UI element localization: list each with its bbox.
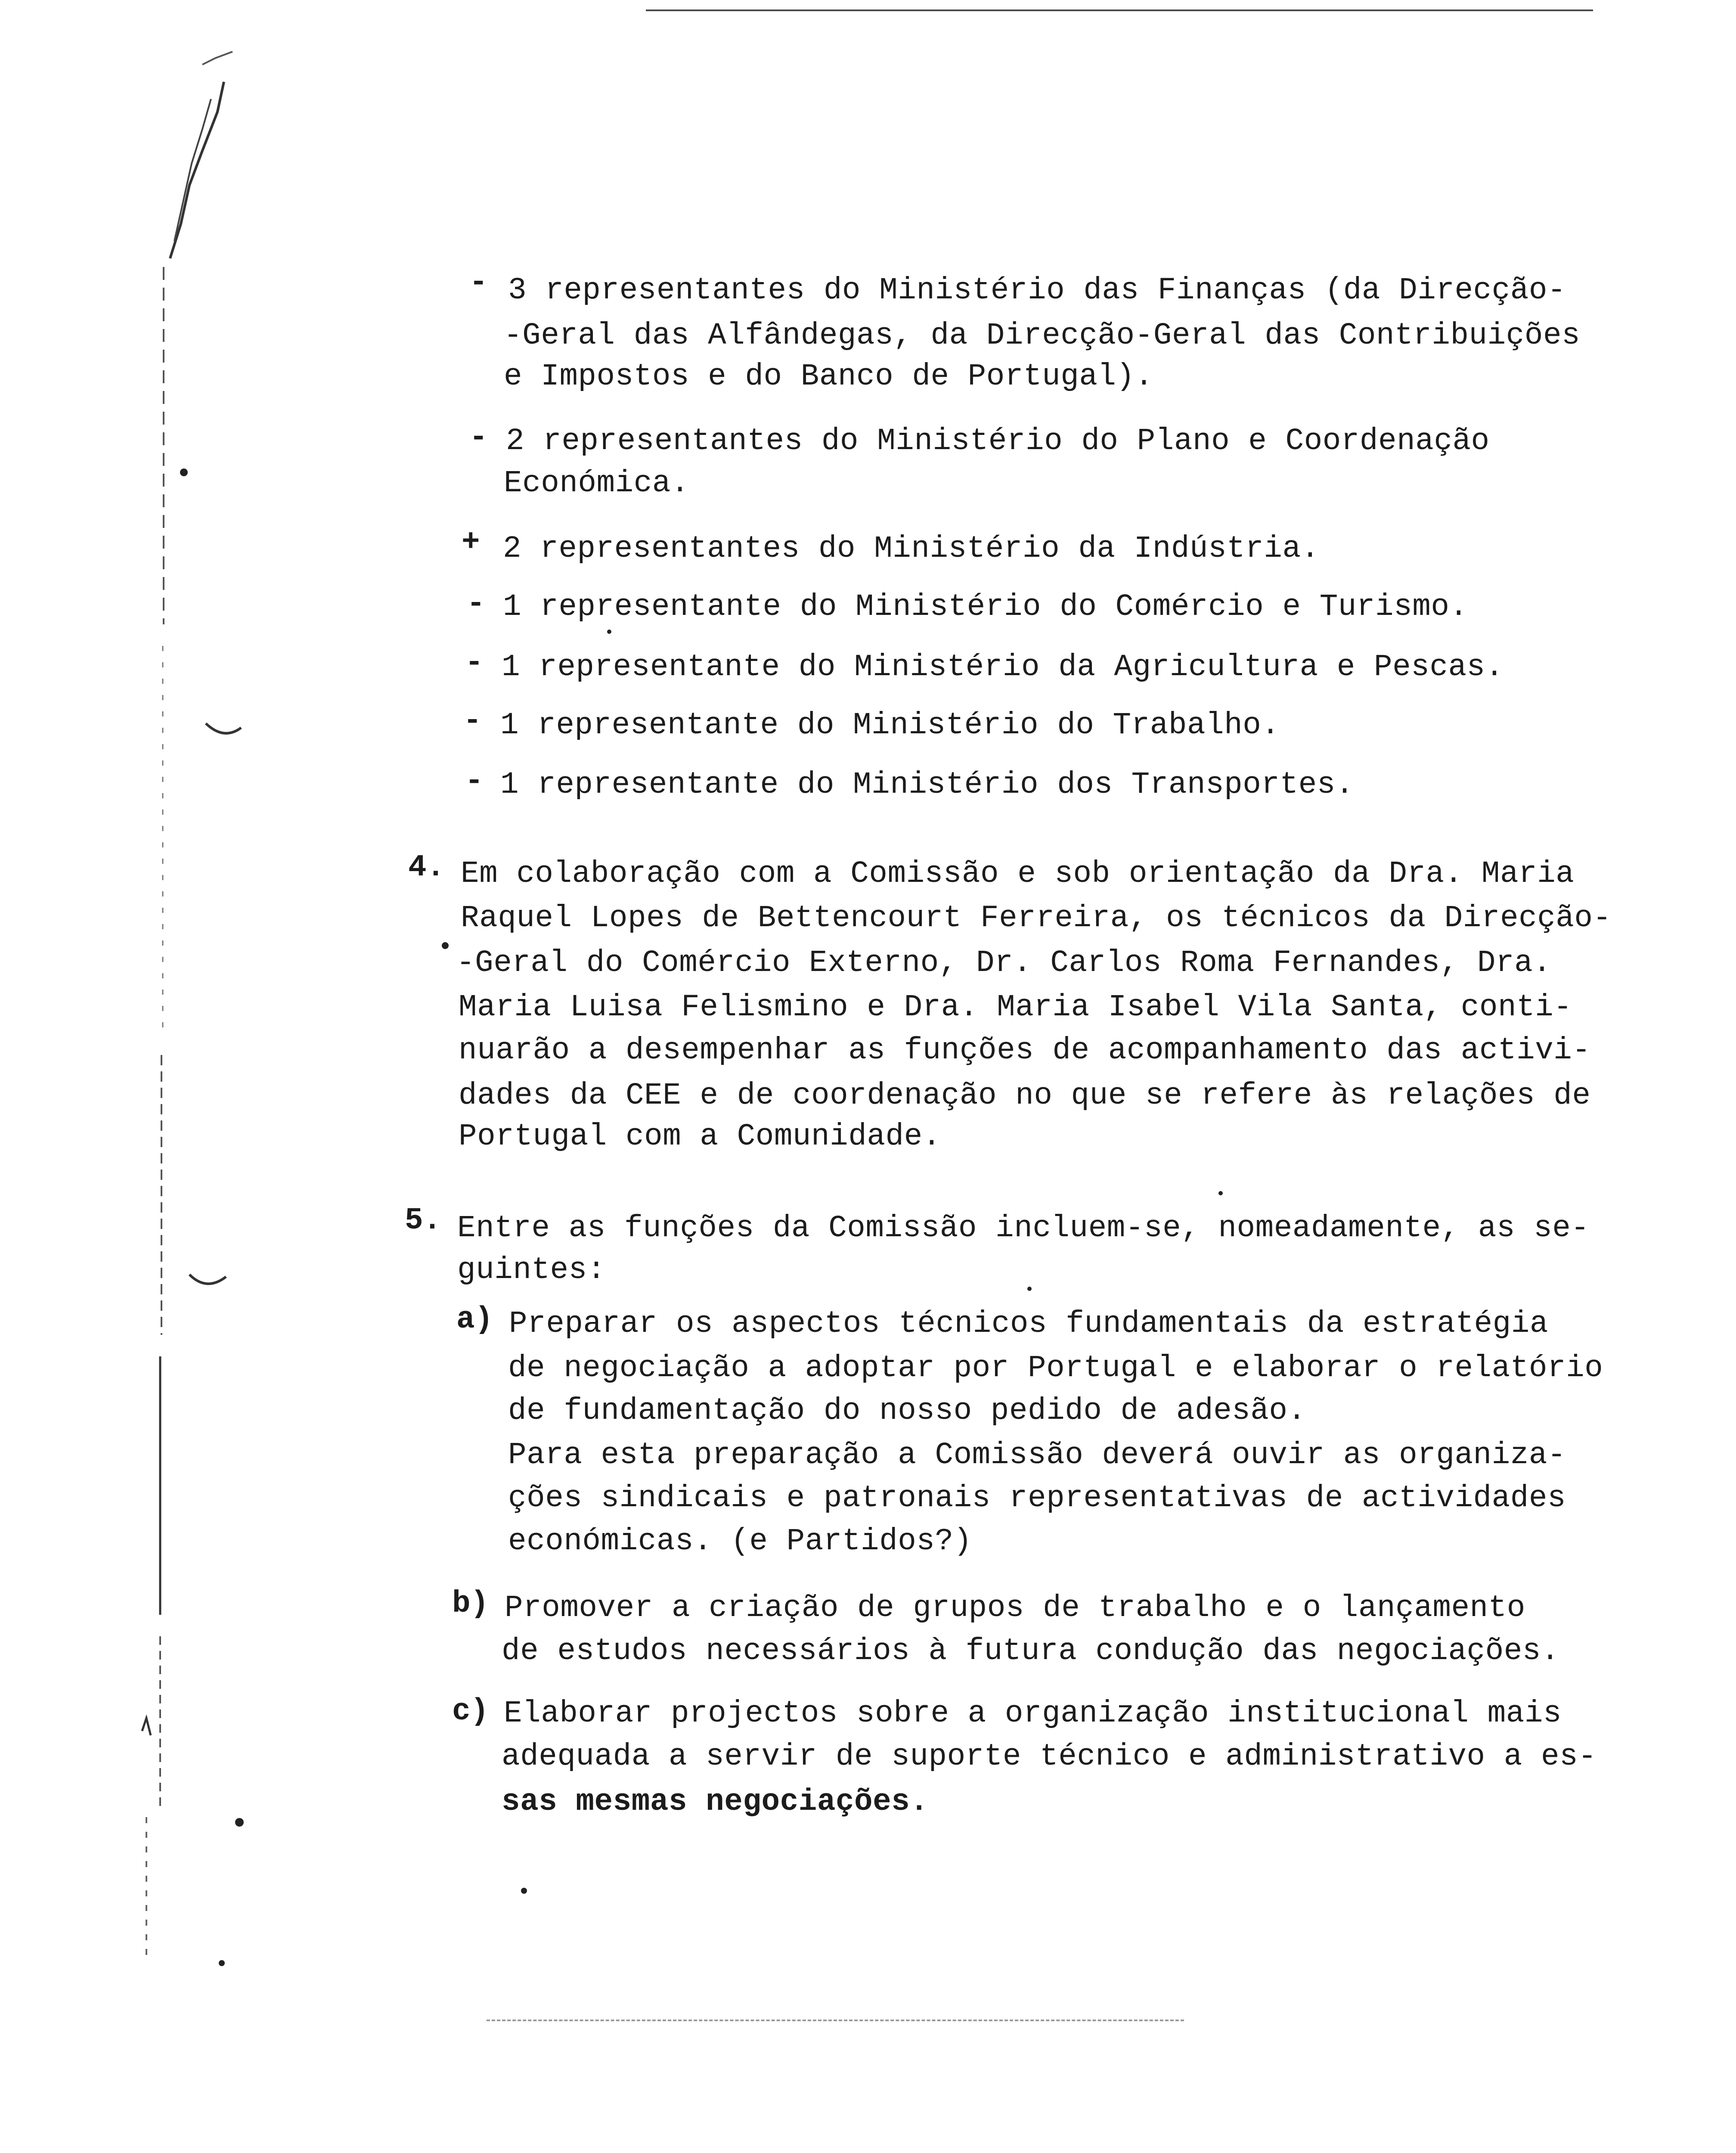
text-line: dades da CEE e de coordenação no que se refere às relações de: [459, 1079, 1591, 1113]
section-number-5: 5.: [405, 1204, 442, 1238]
text-line: Entre as funções da Comissão incluem-se, nomeadamente, as se-: [457, 1211, 1590, 1246]
text-line: de fundamentação do nosso pedido de adesão.: [508, 1394, 1306, 1428]
text-line: sas mesmas negociações.: [502, 1785, 929, 1819]
text-line: e Impostos e do Banco de Portugal).: [504, 360, 1153, 394]
scan-speck: [235, 1818, 244, 1827]
text-line: Raquel Lopes de Bettencourt Ferreira, os técnicos da Direcção-: [461, 901, 1612, 936]
text-line: Preparar os aspectos técnicos fundamentais da estratégia: [509, 1307, 1548, 1341]
subitem-marker-b: b): [452, 1587, 489, 1621]
text-line: Maria Luisa Felismino e Dra. Maria Isabel Vila Santa, conti-: [459, 990, 1572, 1025]
subitem-marker-c: c): [452, 1694, 489, 1729]
text-line: 2 representantes do Ministério do Plano e Coordenação: [506, 424, 1490, 459]
text-line: Para esta preparação a Comissão deverá ouvir as organiza-: [508, 1438, 1566, 1473]
list-item-marker: -: [467, 587, 485, 621]
list-item-marker: -: [463, 704, 482, 738]
scan-speck: [442, 942, 449, 949]
text-line: adequada a servir de suporte técnico e administrativo a es-: [502, 1740, 1597, 1774]
section-number-4: 4.: [408, 850, 445, 885]
text-line: guintes:: [457, 1253, 606, 1287]
text-line: Promover a criação de grupos de trabalho e o lançamento: [505, 1591, 1525, 1626]
list-item-marker: -: [465, 764, 484, 799]
text-line: económicas. (e Partidos?): [508, 1524, 972, 1559]
list-item-marker: -: [469, 266, 488, 300]
text-line: 2 representantes do Ministério da Indústria.: [503, 532, 1320, 566]
scan-speck: [1027, 1287, 1032, 1291]
bottom-rule: [487, 2020, 1184, 2021]
text-line: 3 representantes do Ministério das Finanças (da Direcção-: [508, 273, 1566, 308]
text-line: ções sindicais e patronais representativas de actividades: [508, 1481, 1566, 1516]
text-line: Elaborar projectos sobre a organização institucional mais: [504, 1697, 1562, 1731]
scan-speck: [1218, 1191, 1223, 1195]
text-line: 1 representante do Ministério do Comércio e Turismo.: [503, 590, 1468, 624]
text-line: nuarão a desempenhar as funções de acompanhamento das activi-: [459, 1033, 1591, 1068]
text-line: 1 representante do Ministério do Trabalho.: [500, 708, 1280, 743]
text-line: de negociação a adoptar por Portugal e elaborar o relatório: [508, 1351, 1603, 1386]
text-line: -Geral das Alfândegas, da Direcção-Geral das Contribuições: [504, 319, 1581, 353]
text-line: de estudos necessários à futura condução das negociações.: [502, 1634, 1560, 1669]
list-item-marker: +: [462, 525, 480, 560]
scan-speck: [219, 1960, 225, 1966]
binding-edge-marks: [0, 0, 301, 2153]
scan-speck: [607, 630, 611, 634]
text-line: 1 representante do Ministério dos Transportes.: [500, 768, 1354, 802]
text-line: Em colaboração com a Comissão e sob orientação da Dra. Maria: [461, 857, 1575, 891]
text-line: Económica.: [504, 466, 690, 501]
list-item-marker: -: [465, 646, 484, 680]
text-line: Portugal com a Comunidade.: [459, 1120, 941, 1154]
scan-speck: [180, 468, 188, 476]
top-rule: [646, 9, 1593, 11]
subitem-marker-a: a): [456, 1303, 493, 1337]
scan-speck: [521, 1888, 527, 1894]
text-line: -Geral do Comércio Externo, Dr. Carlos Roma Fernandes, Dra.: [456, 946, 1552, 980]
text-line: 1 representante do Ministério da Agricultura e Pescas.: [502, 650, 1504, 685]
list-item-marker: -: [469, 421, 488, 455]
